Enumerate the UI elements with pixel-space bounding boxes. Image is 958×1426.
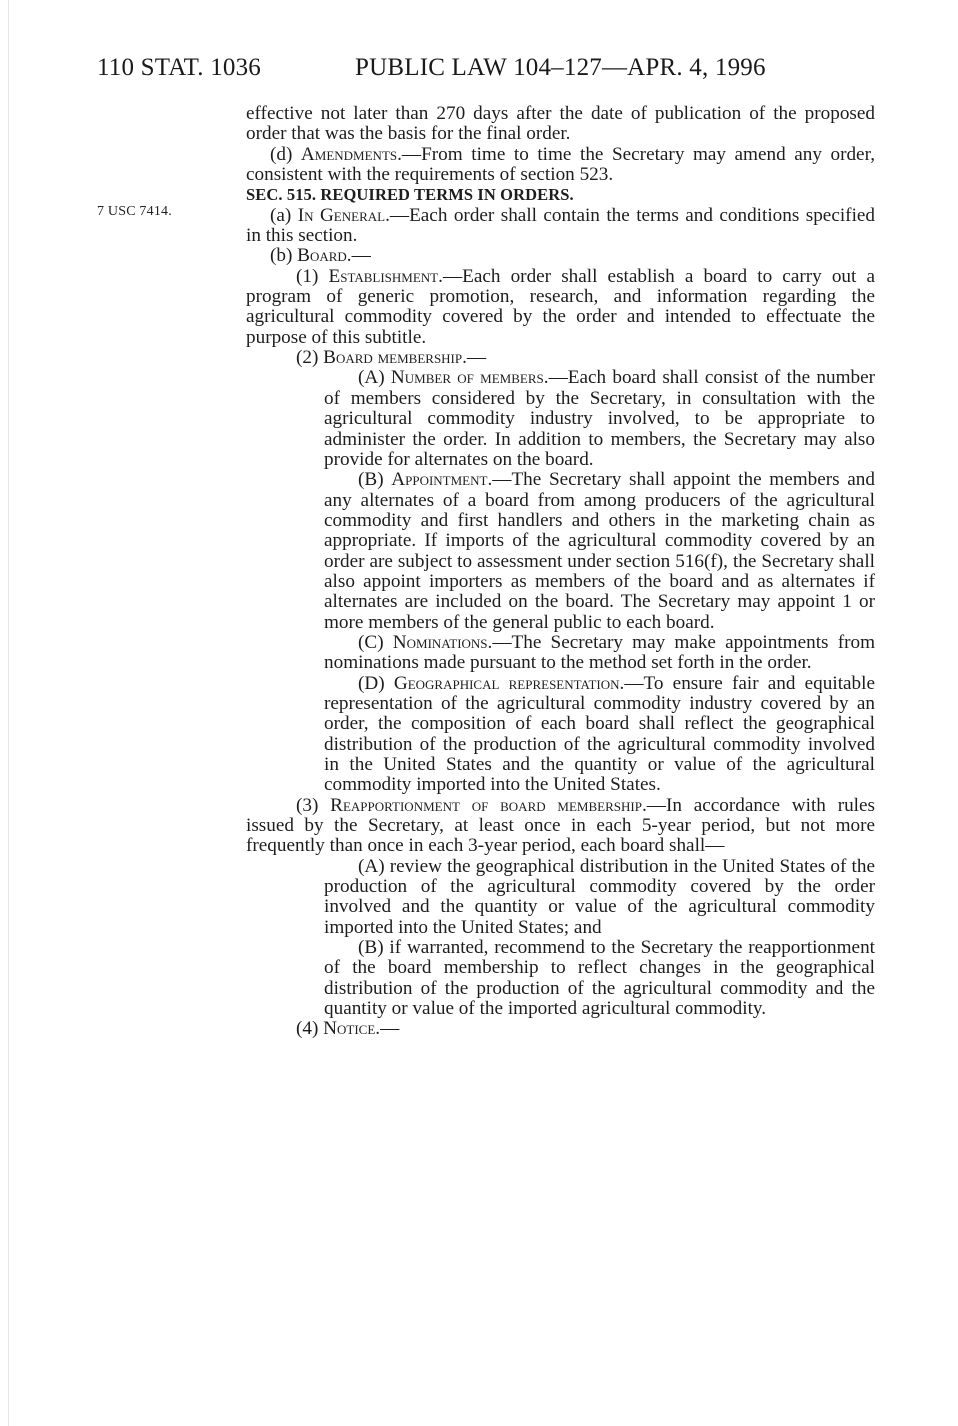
amendments-paragraph: (d) Amendments.—From time to time the Secretary may amend any order, consistent with the requirements of section 523. [246,143,875,186]
general-heading: In General. [297,204,390,226]
reapportionment-paragraph: (3) Reapportionment of board membership.—In accordance with rules issued by the Secretary, at least once in each 5-year period, but not more frequently than once in each 3-year period, each board shall— [246,794,875,857]
reapportionment-heading: Reapportionment of board membership. [330,794,647,816]
establishment-heading: Establishment. [328,265,443,287]
board-heading: Board. [297,245,352,267]
notice-paragraph: (4) Notice.— [296,1018,400,1040]
law-reference: PUBLIC LAW 104–127—APR. 4, 1996 [355,54,766,81]
usc-margin-note: 7 USC 7414. [97,204,172,219]
continuation-paragraph: effective not later than 270 days after the date of publication of the proposed order that was the basis for the final order. [246,103,875,145]
running-head [97,54,766,82]
body-text [246,104,875,1040]
nominations-paragraph: (C) Nominations.—The Secretary may make appointments from nominations made pursuant to the method set forth in the order. [324,631,876,674]
establishment-paragraph: (1) Establishment.—Each order shall establish a board to carry out a program of generic promotion, research, and information regarding the agricultural commodity covered by the order and intended to effectuate the purpose of this subtitle. [246,265,875,348]
appointment-paragraph: (B) Appointment.—The Secretary shall appoint the members and any alternates of a board from among producers of the agricultural commodity and first handlers and others in the marketing chain as appropriate. If imports of the agricultural commodity covered by an order are subject to assessment under section 516(f), the Secretary shall also appoint importers as members of the board and as alternates if alternates are included on the board. The Secretary may appoint 1 or more members of the general public to each board. [324,469,875,633]
board-membership-heading: Board membership. [323,347,467,369]
number-of-members-heading: Number of members. [390,367,549,389]
review-clause: (A) review the geographical distribution in the United States of the production of the agricultural commodity covered by the order involved and the quantity or value of the agricultural commodity imported into the United States; and [324,855,875,938]
notice-heading: Notice. [323,1018,381,1040]
geographical-representation-heading: Geographical representation. [393,672,625,694]
number-of-members-paragraph: (A) Number of members.—Each board shall consist of the number of members considered by the Secretary, in consultation with the agricultural commodity industry involved, to be appropriate to administer the order. In addition to members, the Secretary may also provide for alternates on the board. [324,367,876,470]
section-heading: SEC. 515. REQUIRED TERMS IN ORDERS. [246,185,574,205]
amendments-heading: Amendments. [300,143,402,165]
scan-edge-line [8,0,9,1426]
board-paragraph: (b) Board.— [270,245,371,267]
board-membership-paragraph: (2) Board membership.— [296,347,487,369]
geographical-representation-paragraph: (D) Geographical representation.—To ensure fair and equitable representation of the agricultural commodity industry covered by an order, the composition of each board shall reflect the geographical distribution of the production of the agricultural commodity involved in the United States and the quantity or value of the agricultural commodity imported into the United States. [324,672,875,796]
general-paragraph: (a) In General.—Each order shall contain the terms and conditions specified in this section. [246,204,876,247]
nominations-heading: Nominations. [392,631,493,653]
appointment-heading: Appointment. [391,469,493,491]
stat-reference: 110 STAT. 1036 [97,54,261,81]
recommend-clause: (B) if warranted, recommend to the Secretary the reapportionment of the board membership to reflect changes in the geographical distribution of the production of the agricultural commodity and the quantity or value of the imported agricultural commodity. [324,937,875,1020]
